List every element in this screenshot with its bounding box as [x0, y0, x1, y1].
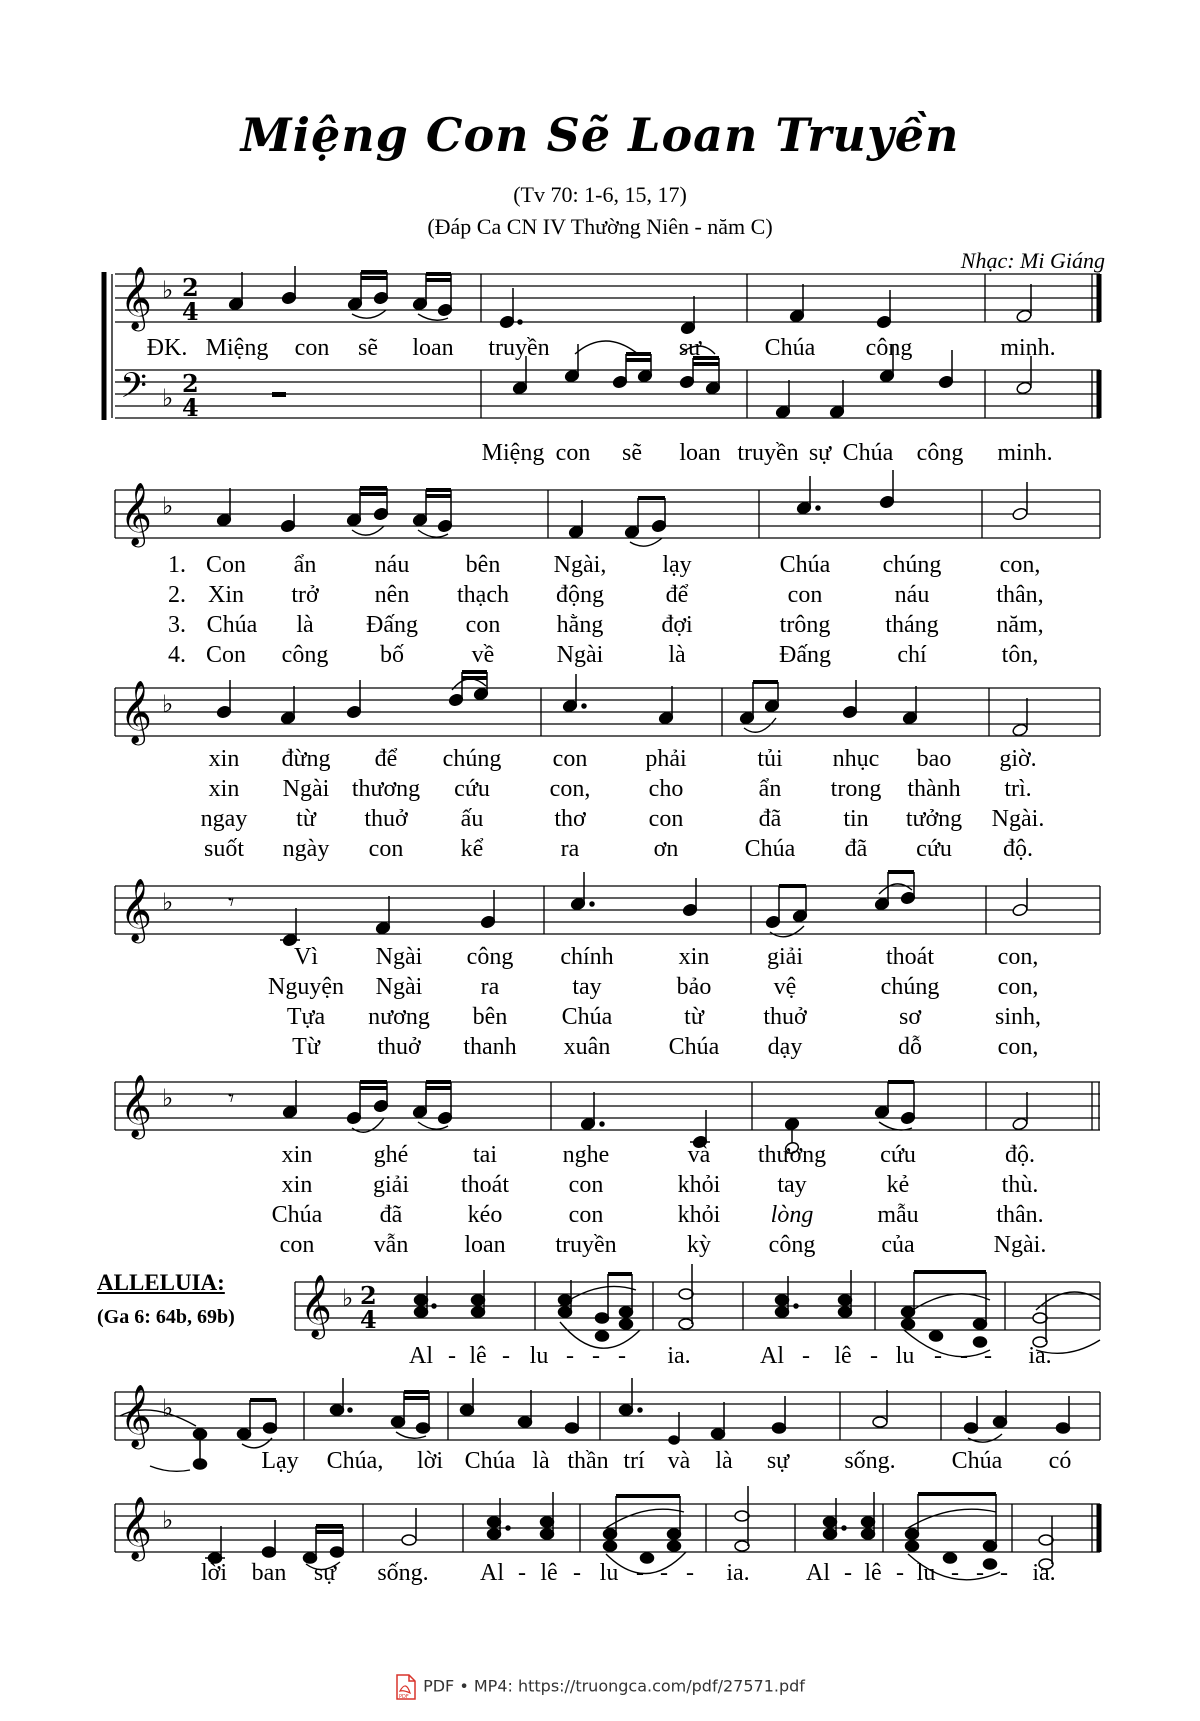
- lyric-syllable: Đấng: [779, 642, 831, 668]
- lyric-syllable: nương: [368, 1004, 430, 1030]
- lyric-syllable: công: [466, 944, 514, 970]
- lyric-syllable: độ.: [1005, 1142, 1035, 1168]
- lyric-syllable: thân,: [996, 582, 1044, 608]
- lyric-hyphen: -: [844, 1560, 852, 1586]
- lyric-syllable: cứu: [880, 1142, 916, 1168]
- lyric-syllable: Con: [205, 552, 247, 578]
- lyric-syllable: con,: [997, 944, 1039, 970]
- verse-number: 2.: [168, 582, 186, 608]
- lyric-syllable: về: [471, 642, 495, 668]
- lyric-syllable: thân.: [996, 1202, 1044, 1228]
- lyric-syllable: cứu: [454, 776, 490, 802]
- lyric-syllable: Con: [205, 642, 247, 668]
- lyric-syllable: tay: [572, 974, 602, 1000]
- lyric-syllable: Vì: [294, 944, 318, 970]
- lyric-syllable: giờ.: [999, 746, 1037, 772]
- lyric-syllable: lu: [599, 1560, 619, 1586]
- lyric-syllable: lời: [200, 1560, 228, 1586]
- lyric-syllable: ban: [251, 1560, 287, 1586]
- lyric-syllable: Al: [480, 1560, 504, 1586]
- lyric-syllable: Chúa: [764, 335, 816, 361]
- verse-number: 3.: [168, 612, 186, 638]
- svg-text:2: 2: [182, 273, 199, 302]
- treble-clef-icon: 𝄞: [120, 482, 152, 545]
- lyric-syllable: ẩn: [293, 552, 317, 578]
- lyric-syllable: giải: [767, 944, 803, 970]
- lyric-syllable: Ngài: [375, 944, 423, 970]
- lyric-syllable: là: [296, 612, 314, 638]
- lyric-syllable: Ngài,: [553, 552, 607, 578]
- lyric-syllable: tưởng: [905, 806, 963, 832]
- lyric-syllable: ẩn: [758, 776, 782, 802]
- lyric-syllable: thuở: [364, 806, 408, 832]
- lyric-syllable: khỏi: [677, 1172, 721, 1198]
- lyric-hyphen: -: [896, 1560, 904, 1586]
- lyric-syllable: nhục: [832, 746, 880, 772]
- flat-icon: ♭: [162, 888, 174, 916]
- lyric-syllable: ia.: [1028, 1343, 1052, 1369]
- lyric-syllable: suốt: [203, 836, 245, 862]
- lyric-syllable: cho: [648, 776, 684, 802]
- lyric-hyphen: -: [618, 1343, 626, 1369]
- lyric-syllable: ấu: [460, 806, 484, 832]
- lyric-syllable: sẽ: [622, 440, 642, 466]
- gospel-reference: (Ga 6: 64b, 69b): [97, 1306, 235, 1328]
- flat-icon: ♭: [162, 1506, 174, 1534]
- lyric-syllable: lạy: [662, 552, 692, 578]
- liturgy-occasion: (Đáp Ca CN IV Thường Niên - năm C): [427, 214, 773, 239]
- lyric-syllable: con: [552, 746, 588, 772]
- lyric-syllable: lu: [529, 1343, 549, 1369]
- lyric-hyphen: -: [870, 1343, 878, 1369]
- lyric-hyphen: -: [518, 1560, 526, 1586]
- lyric-syllable: chí: [897, 642, 927, 668]
- flat-icon: ♭: [162, 276, 174, 304]
- svg-text:2: 2: [182, 369, 199, 398]
- lyric-syllable: ngày: [282, 836, 330, 862]
- flat-icon: ♭: [162, 384, 174, 412]
- lyric-syllable: Chúa: [561, 1004, 613, 1030]
- lyric-syllable: dỗ: [898, 1034, 922, 1060]
- lyric-syllable: loan: [464, 1232, 506, 1258]
- lyric-syllable: xuân: [563, 1034, 611, 1060]
- lyric-syllable: tủi: [757, 746, 783, 772]
- lyric-syllable: thuở: [763, 1004, 807, 1030]
- lyric-syllable: trông: [779, 612, 831, 638]
- lyric-hyphen: -: [636, 1560, 644, 1586]
- treble-notes: [228, 266, 1032, 335]
- flat-icon: ♭: [162, 690, 174, 718]
- lyric-syllable: thoát: [886, 944, 934, 970]
- lyric-syllable: ghé: [373, 1142, 409, 1168]
- lyric-syllable: đã: [379, 1202, 403, 1228]
- lyric-syllable: khỏi: [677, 1202, 721, 1228]
- lyric-syllable: Đấng: [366, 612, 418, 638]
- lyric-hyphen: -: [573, 1560, 581, 1586]
- lyric-syllable: sự: [313, 1560, 337, 1586]
- lyric-hyphen: -: [566, 1343, 574, 1369]
- lyric-syllable: lê: [864, 1560, 882, 1586]
- lyric-syllable: con: [555, 440, 591, 466]
- treble-clef-icon: 𝄞: [120, 878, 152, 941]
- lyric-syllable: ra: [560, 836, 580, 862]
- lyric-syllable: Chúa,: [326, 1448, 384, 1474]
- lyric-syllable: Tựa: [286, 1004, 326, 1030]
- lyric-syllable: thoát: [461, 1172, 509, 1198]
- verse-staff-2: [0, 668, 1200, 758]
- lyric-syllable: phải: [645, 746, 687, 772]
- lyric-syllable: xin: [208, 746, 240, 772]
- lyric-syllable: công: [768, 1232, 816, 1258]
- lyric-hyphen: -: [660, 1560, 668, 1586]
- lyric-syllable: chính: [560, 944, 614, 970]
- lyric-syllable: sống.: [844, 1448, 896, 1474]
- lyric-syllable: sống.: [377, 1560, 429, 1586]
- lyric-syllable: con: [368, 836, 404, 862]
- lyric-syllable: độ.: [1003, 836, 1033, 862]
- lyric-syllable: kỳ: [687, 1232, 711, 1258]
- lyric-syllable: Chúa: [206, 612, 258, 638]
- pdf-icon: [395, 1674, 417, 1700]
- verse-number: 4.: [168, 642, 186, 668]
- lyric-syllable: con: [568, 1202, 604, 1228]
- lyric-syllable: ia.: [726, 1560, 750, 1586]
- verse-number: 1.: [168, 552, 186, 578]
- lyric-syllable: Chúa: [668, 1034, 720, 1060]
- lyric-syllable: xin: [281, 1142, 313, 1168]
- lyric-syllable: và: [667, 1448, 691, 1474]
- lyric-syllable: của: [881, 1232, 915, 1258]
- lyric-syllable: từ: [296, 806, 316, 832]
- lyric-syllable: Nguyện: [268, 974, 344, 1000]
- lyric-syllable: trở: [291, 582, 319, 608]
- lyric-syllable: chúng: [880, 974, 940, 1000]
- lyric-syllable: thù.: [1001, 1172, 1039, 1198]
- lyric-syllable: có: [1048, 1448, 1072, 1474]
- psalm-reference: (Tv 70: 1-6, 15, 17): [513, 182, 687, 207]
- lyric-hyphen: -: [951, 1560, 959, 1586]
- lyric-syllable: Chúa: [464, 1448, 516, 1474]
- lyric-syllable: minh.: [997, 440, 1053, 466]
- flat-icon: ♭: [162, 1084, 174, 1112]
- lyric-syllable: sự: [766, 1448, 790, 1474]
- lyric-syllable: và: [687, 1142, 711, 1168]
- treble-clef-icon: 𝄞: [120, 1384, 152, 1447]
- flat-icon: ♭: [162, 492, 174, 520]
- lyric-syllable: đừng: [281, 746, 331, 772]
- lyric-syllable: công: [281, 642, 329, 668]
- lyric-syllable: náu: [374, 552, 410, 578]
- lyric-syllable: thạch: [457, 582, 509, 608]
- lyric-syllable: tai: [473, 1142, 497, 1168]
- lyric-syllable: Từ: [292, 1034, 320, 1060]
- treble-clef-icon: 𝄞: [120, 1496, 152, 1559]
- lyric-hyphen: -: [448, 1343, 456, 1369]
- lyric-syllable: Ngài: [375, 974, 423, 1000]
- lyric-syllable: náu: [894, 582, 930, 608]
- lyric-syllable: chúng: [442, 746, 502, 772]
- svg-text:4: 4: [182, 297, 199, 326]
- lyric-syllable: đã: [844, 836, 868, 862]
- lyric-syllable: trí: [623, 1448, 645, 1474]
- lyric-syllable: lu: [916, 1560, 936, 1586]
- lyric-hyphen: -: [934, 1343, 942, 1369]
- lyric-syllable: con: [648, 806, 684, 832]
- lyric-syllable: đợi: [661, 612, 693, 638]
- lyric-syllable: minh.: [1000, 335, 1056, 361]
- lyric-syllable: Al: [806, 1560, 830, 1586]
- lyric-syllable: thành: [907, 776, 961, 802]
- lyric-syllable: là: [668, 642, 686, 668]
- lyric-syllable: tay: [777, 1172, 807, 1198]
- alleluia-heading: ALLELUIA:: [97, 1270, 225, 1295]
- lyric-syllable: nên: [374, 582, 410, 608]
- eighth-rest-icon: 𝄾: [228, 1084, 235, 1112]
- lyric-syllable: xin: [281, 1172, 313, 1198]
- treble-clef-icon: 𝄞: [120, 680, 152, 743]
- lyric-syllable: ĐK.: [146, 335, 188, 361]
- lyric-syllable: Chúa: [779, 552, 831, 578]
- lyric-syllable: ia.: [667, 1343, 691, 1369]
- lyric-syllable: lê: [540, 1560, 558, 1586]
- verse-notes: [216, 470, 1028, 539]
- lyric-syllable: kéo: [467, 1202, 503, 1228]
- lyric-syllable: thương: [351, 776, 421, 802]
- lyric-syllable: bao: [916, 746, 952, 772]
- lyric-hyphen: -: [1000, 1560, 1008, 1586]
- svg-text:PDF: PDF: [399, 1694, 409, 1700]
- lyric-syllable: vẫn: [373, 1232, 409, 1258]
- lyric-hyphen: -: [686, 1560, 694, 1586]
- lyric-syllable: thương: [757, 1142, 827, 1168]
- flat-icon: ♭: [162, 1394, 174, 1422]
- alleluia-lyrics-2: [0, 1448, 1200, 1478]
- verse-staff-3: [0, 866, 1200, 956]
- lyric-syllable: Chúa: [271, 1202, 323, 1228]
- lyric-syllable: đã: [758, 806, 782, 832]
- treble-clef-icon: 𝄞: [300, 1274, 332, 1337]
- lyric-syllable: ra: [480, 974, 500, 1000]
- lyric-syllable: giải: [373, 1172, 409, 1198]
- lyric-syllable: lu: [895, 1343, 915, 1369]
- treble-clef-icon: 𝄞: [120, 1074, 152, 1137]
- lyric-syllable: loan: [412, 335, 454, 361]
- lyric-syllable: Chúa: [842, 440, 894, 466]
- lyric-syllable: bảo: [676, 974, 712, 1000]
- lyric-syllable: để: [374, 746, 398, 772]
- lyric-syllable: con,: [997, 974, 1039, 1000]
- lyric-syllable: con: [294, 335, 330, 361]
- verse-staff-1: [0, 470, 1200, 560]
- lyric-syllable: lê: [834, 1343, 852, 1369]
- lyric-syllable: Miệng: [481, 440, 545, 466]
- half-rest-icon: [272, 392, 286, 397]
- lyric-syllable: sự: [808, 440, 832, 466]
- lyric-syllable: Chúa: [744, 836, 796, 862]
- song-title: Miệng Con Sẽ Loan Truyền: [240, 108, 960, 162]
- lyric-syllable: bố: [380, 642, 404, 668]
- lyric-syllable: Xin: [208, 582, 244, 608]
- svg-text:2: 2: [360, 1281, 377, 1310]
- lyric-syllable: dạy: [767, 1034, 803, 1060]
- lyric-syllable: là: [715, 1448, 733, 1474]
- lyric-syllable: xin: [678, 944, 710, 970]
- lyric-syllable: thần: [567, 1448, 609, 1474]
- lyric-syllable: Miệng: [205, 335, 269, 361]
- lyric-syllable: kẻ: [886, 1172, 910, 1198]
- svg-text:4: 4: [360, 1305, 377, 1334]
- lyric-syllable: thơ: [554, 806, 586, 832]
- lyric-syllable: Lạy: [261, 1448, 299, 1474]
- lyric-syllable: vệ: [773, 974, 797, 1000]
- lyric-syllable: trì.: [1004, 776, 1032, 802]
- lyric-syllable: ia.: [1032, 1560, 1056, 1586]
- lyric-syllable: Ngài: [282, 776, 330, 802]
- alleluia-lyrics-3: [0, 1560, 1200, 1590]
- footer-link-line[interactable]: [0, 1674, 1200, 1700]
- lyric-hyphen: -: [984, 1343, 992, 1369]
- lyric-syllable: bên: [472, 1004, 508, 1030]
- lyric-syllable: tôn,: [1001, 642, 1039, 668]
- flat-icon: ♭: [342, 1284, 354, 1312]
- lyric-syllable: chúng: [882, 552, 942, 578]
- lyric-hyphen: -: [976, 1560, 984, 1586]
- lyric-syllable: Ngài.: [993, 1232, 1047, 1258]
- lyric-syllable: tháng: [885, 612, 939, 638]
- lyric-syllable: con,: [997, 1034, 1039, 1060]
- lyric-syllable: con: [568, 1172, 604, 1198]
- refrain-treble-lyrics: [0, 335, 1200, 365]
- lyric-syllable: loan: [679, 440, 721, 466]
- lyric-syllable: lời: [416, 1448, 444, 1474]
- lyric-syllable: công: [865, 335, 913, 361]
- lyric-syllable: Ngài: [556, 642, 604, 668]
- bass-clef-icon: 𝄢: [120, 365, 148, 414]
- lyric-syllable: từ: [684, 1004, 704, 1030]
- lyric-syllable: nghe: [562, 1142, 610, 1168]
- lyric-syllable: động: [556, 582, 604, 608]
- alleluia-lyrics-1: [0, 1343, 1200, 1373]
- lyric-syllable: con,: [999, 552, 1041, 578]
- lyric-syllable: ngay: [200, 806, 248, 832]
- composer-credit: Nhạc: Mi Giáng: [960, 248, 1105, 273]
- lyric-hyphen: -: [960, 1343, 968, 1369]
- lyric-syllable: cứu: [916, 836, 952, 862]
- refrain-bass-lyrics: [0, 440, 1200, 470]
- lyric-syllable: xin: [208, 776, 240, 802]
- lyric-syllable: tin: [843, 806, 869, 832]
- eighth-rest-icon: 𝄾: [228, 888, 235, 916]
- lyric-hyphen: -: [592, 1343, 600, 1369]
- lyric-syllable: sinh,: [994, 1004, 1042, 1030]
- lyric-syllable: con: [279, 1232, 315, 1258]
- footer-text[interactable]: PDF • MP4: https://truongca.com/pdf/27571.pdf: [423, 1676, 805, 1696]
- lyric-syllable: truyền: [737, 440, 799, 466]
- lyric-syllable: Ngài.: [991, 806, 1045, 832]
- lyric-syllable: kể: [460, 836, 484, 862]
- lyric-syllable: ơn: [653, 836, 679, 862]
- lyric-syllable: thuở: [377, 1034, 421, 1060]
- lyric-syllable: Al: [760, 1343, 784, 1369]
- lyric-syllable: công: [916, 440, 964, 466]
- lyric-syllable: hằng: [556, 612, 604, 638]
- lyric-syllable: sơ: [898, 1004, 922, 1030]
- lyric-syllable: lê: [469, 1343, 487, 1369]
- lyric-syllable: để: [665, 582, 689, 608]
- lyric-syllable: năm,: [996, 612, 1044, 638]
- lyric-syllable: mẫu: [877, 1202, 919, 1228]
- lyric-syllable: truyền: [488, 335, 550, 361]
- lyric-syllable: truyền: [555, 1232, 617, 1258]
- treble-clef-icon: 𝄞: [120, 266, 152, 329]
- lyric-syllable: Chúa: [951, 1448, 1003, 1474]
- lyric-syllable: con: [465, 612, 501, 638]
- lyric-syllable: trong: [830, 776, 882, 802]
- lyric-syllable: con,: [549, 776, 591, 802]
- lyric-hyphen: -: [502, 1343, 510, 1369]
- lyric-hyphen: -: [802, 1343, 810, 1369]
- lyric-syllable: bên: [465, 552, 501, 578]
- lyric-syllable: Al: [409, 1343, 433, 1369]
- lyric-syllable: sự: [678, 335, 702, 361]
- lyric-syllable: là: [532, 1448, 550, 1474]
- lyric-syllable: lòng: [770, 1202, 814, 1228]
- svg-text:4: 4: [182, 393, 199, 422]
- lyric-syllable: thanh: [463, 1034, 517, 1060]
- lyric-syllable: sẽ: [358, 335, 378, 361]
- lyric-syllable: con: [787, 582, 823, 608]
